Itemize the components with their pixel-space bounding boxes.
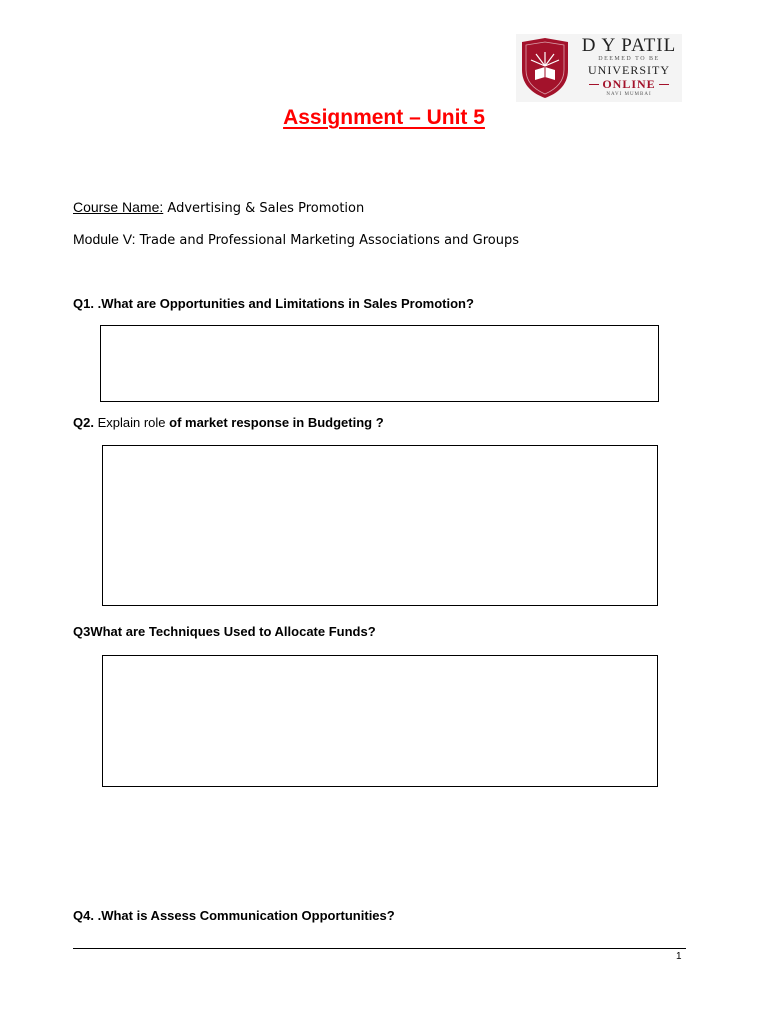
course-name-value: Advertising & Sales Promotion (167, 201, 365, 216)
module-label: Module V: (73, 231, 136, 247)
logo-location: NAVI MUMBAI (606, 92, 652, 97)
logo-university: UNIVERSITY (588, 63, 670, 77)
answer-box-3[interactable] (102, 655, 658, 787)
question-2 (73, 415, 384, 430)
question-3-text: What are Techniques Used to Allocate Funds? (90, 624, 376, 639)
logo-wordmark (576, 34, 682, 98)
module-value: Trade and Professional Marketing Associations and Groups (139, 233, 520, 248)
shield-icon (518, 36, 572, 100)
question-3 (73, 624, 376, 639)
question-2-id: Q2. (73, 415, 94, 430)
logo-rule-right (659, 84, 669, 85)
question-4-id: Q4. (73, 908, 94, 923)
question-3-id: Q3 (73, 624, 91, 639)
logo-rule-left (589, 84, 599, 85)
course-name-label: Course Name: (73, 199, 164, 215)
question-1-id: Q1. (73, 296, 94, 311)
question-2-text: of market response in Budgeting ? (169, 415, 384, 430)
answer-box-2[interactable] (102, 445, 658, 606)
question-4 (73, 908, 395, 923)
logo-deemed: DEEMED TO BE (598, 56, 660, 62)
logo-online-text: ONLINE (602, 77, 656, 91)
page-title: Assignment – Unit 5 (283, 106, 485, 129)
logo-online (576, 77, 682, 91)
logo-name: D Y PATIL (581, 35, 677, 56)
module-line (73, 231, 519, 248)
question-1 (73, 296, 474, 311)
course-name-line (73, 199, 364, 216)
question-4-text: .What is Assess Communication Opportunities? (97, 908, 395, 923)
footer-divider (73, 948, 686, 949)
answer-box-1[interactable] (100, 325, 659, 402)
question-2-plain-text: Explain role (97, 415, 170, 430)
page-number: 1 (676, 951, 682, 962)
university-logo (516, 34, 682, 102)
question-1-text: .What are Opportunities and Limitations in Sales Promotion? (97, 296, 474, 311)
